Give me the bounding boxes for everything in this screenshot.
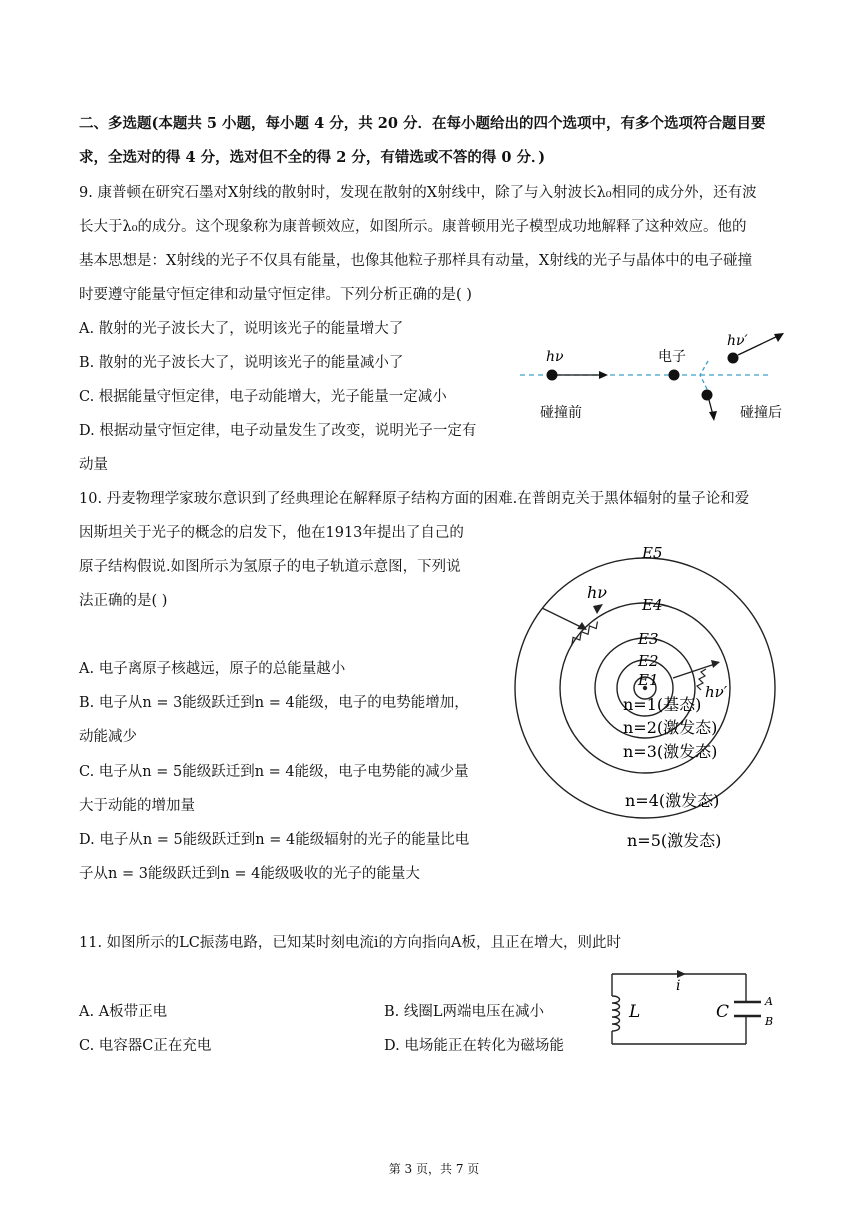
label-n5: n=5(激发态) bbox=[627, 831, 722, 850]
q11-option-a[interactable]: A. A板带正电 bbox=[79, 1004, 168, 1020]
label-capacitor-C: C bbox=[716, 1002, 730, 1022]
electron-label: 电子 bbox=[658, 349, 686, 365]
q10-stem-line3: 原子结构假说.如图所示为氢原子的电子轨道示意图，下列说 bbox=[79, 559, 461, 575]
label-e1: E1 bbox=[638, 671, 659, 689]
q10-option-c-cont: 大于动能的增加量 bbox=[79, 798, 195, 814]
before-label: 碰撞前 bbox=[540, 405, 582, 421]
q9-option-b[interactable]: B. 散射的光子波长大了，说明该光子的能量减小了 bbox=[79, 355, 404, 371]
label-e4: E4 bbox=[642, 596, 663, 614]
photon-in-label: hν bbox=[546, 349, 564, 365]
q11-option-b[interactable]: B. 线圈L两端电压在减小 bbox=[384, 1004, 545, 1020]
label-inductor-L: L bbox=[629, 1002, 641, 1022]
current-direction-arrow bbox=[677, 970, 686, 978]
after-label: 碰撞后 bbox=[740, 405, 782, 421]
label-e2: E2 bbox=[638, 652, 659, 670]
section-header-line1: 二、多选题(本题共 5 小题，每小题 4 分，共 20 分．在每小题给出的四个选项中，有多个选项符合题目要 bbox=[79, 115, 766, 132]
q9-option-d[interactable]: D. 根据动量守恒定律，电子动量发生了改变，说明光子一定有 bbox=[79, 423, 477, 439]
q9-stem-line3: 基本思想是：X射线的光子不仅具有能量，也像其他粒子那样具有动量，X射线的光子与晶体中的电子碰撞 bbox=[79, 253, 753, 269]
q10-option-d-cont: 子从n = 3能级跃迁到n = 4能级吸收的光子的能量大 bbox=[79, 866, 420, 882]
label-current-i: i bbox=[676, 978, 681, 994]
q10-stem-line1: 10. 丹麦物理学家玻尔意识到了经典理论在解释原子结构方面的困难.在普朗克关于黑体辐射的量子论和爱 bbox=[79, 491, 750, 507]
electron-before-dot bbox=[669, 370, 680, 381]
q11-option-d[interactable]: D. 电场能正在转化为磁场能 bbox=[384, 1038, 564, 1054]
q9-stem-line4: 时要遵守能量守恒定律和动量守恒定律。下列分析正确的是( ) bbox=[79, 287, 472, 303]
lc-circuit-figure bbox=[596, 962, 786, 1054]
q10-stem-line4: 法正确的是( ) bbox=[79, 593, 168, 609]
label-n4: n=4(激发态) bbox=[625, 791, 720, 810]
label-plate-B: B bbox=[765, 1015, 774, 1028]
q11-option-c[interactable]: C. 电容器C正在充电 bbox=[79, 1038, 212, 1054]
label-n3: n=3(激发态) bbox=[623, 742, 718, 761]
label-e5: E5 bbox=[642, 544, 663, 562]
photon-out-label: hν′ bbox=[727, 333, 748, 349]
label-plate-A: A bbox=[765, 995, 773, 1008]
q9-option-a[interactable]: A. 散射的光子波长大了，说明该光子的能量增大了 bbox=[79, 321, 404, 337]
bohr-orbit-figure bbox=[505, 540, 790, 870]
label-n1: n=1(基态) bbox=[623, 695, 702, 714]
electron-after-dot bbox=[702, 390, 713, 401]
section-header-line2: 求，全选对的得 4 分，选对但不全的得 2 分，有错选或不答的得 0 分．) bbox=[79, 149, 546, 166]
q9-option-c[interactable]: C. 根据能量守恒定律，电子动能增大，光子能量一定减小 bbox=[79, 389, 447, 405]
q9-stem-line2: 长大于λ₀的成分。这个现象称为康普顿效应，如图所示。康普顿用光子模型成功地解释了这种效应。他的 bbox=[79, 219, 747, 235]
q10-option-c[interactable]: C. 电子从n = 5能级跃迁到n = 4能级，电子电势能的减少量 bbox=[79, 764, 469, 780]
q9-option-d-cont: 动量 bbox=[79, 457, 108, 473]
q10-option-d[interactable]: D. 电子从n = 5能级跃迁到n = 4能级辐射的光子的能量比电 bbox=[79, 832, 470, 848]
inductor-coil bbox=[612, 996, 620, 1031]
label-hv-prime: hν′ bbox=[705, 683, 728, 701]
transition-arrow-5-4 bbox=[542, 608, 583, 628]
compton-figure bbox=[510, 325, 800, 435]
q11-stem-line1: 11. 如图所示的LC振荡电路，已知某时刻电流i的方向指向A板，且正在增大，则此时 bbox=[79, 935, 621, 951]
q9-stem-line1: 9. 康普顿在研究石墨对X射线的散射时，发现在散射的X射线中，除了与入射波长λ₀相同的成分外，还有波 bbox=[79, 185, 757, 201]
q10-option-b[interactable]: B. 电子从n = 3能级跃迁到n = 4能级，电子的电势能增加， bbox=[79, 695, 469, 711]
q10-option-b-cont: 动能减少 bbox=[79, 729, 137, 745]
photon-before-dot bbox=[547, 370, 558, 381]
q10-stem-line2: 因斯坦关于光子的概念的启发下，他在1913年提出了自己的 bbox=[79, 525, 464, 541]
label-hv: hν bbox=[587, 583, 608, 602]
q10-option-a[interactable]: A. 电子离原子核越远，原子的总能量越小 bbox=[79, 661, 346, 677]
label-n2: n=2(激发态) bbox=[623, 718, 718, 737]
photon-after-dot bbox=[728, 353, 739, 364]
label-e3: E3 bbox=[638, 630, 659, 648]
page-number: 第 3 页，共 7 页 bbox=[388, 1162, 480, 1176]
scatter-path-line bbox=[700, 361, 708, 391]
